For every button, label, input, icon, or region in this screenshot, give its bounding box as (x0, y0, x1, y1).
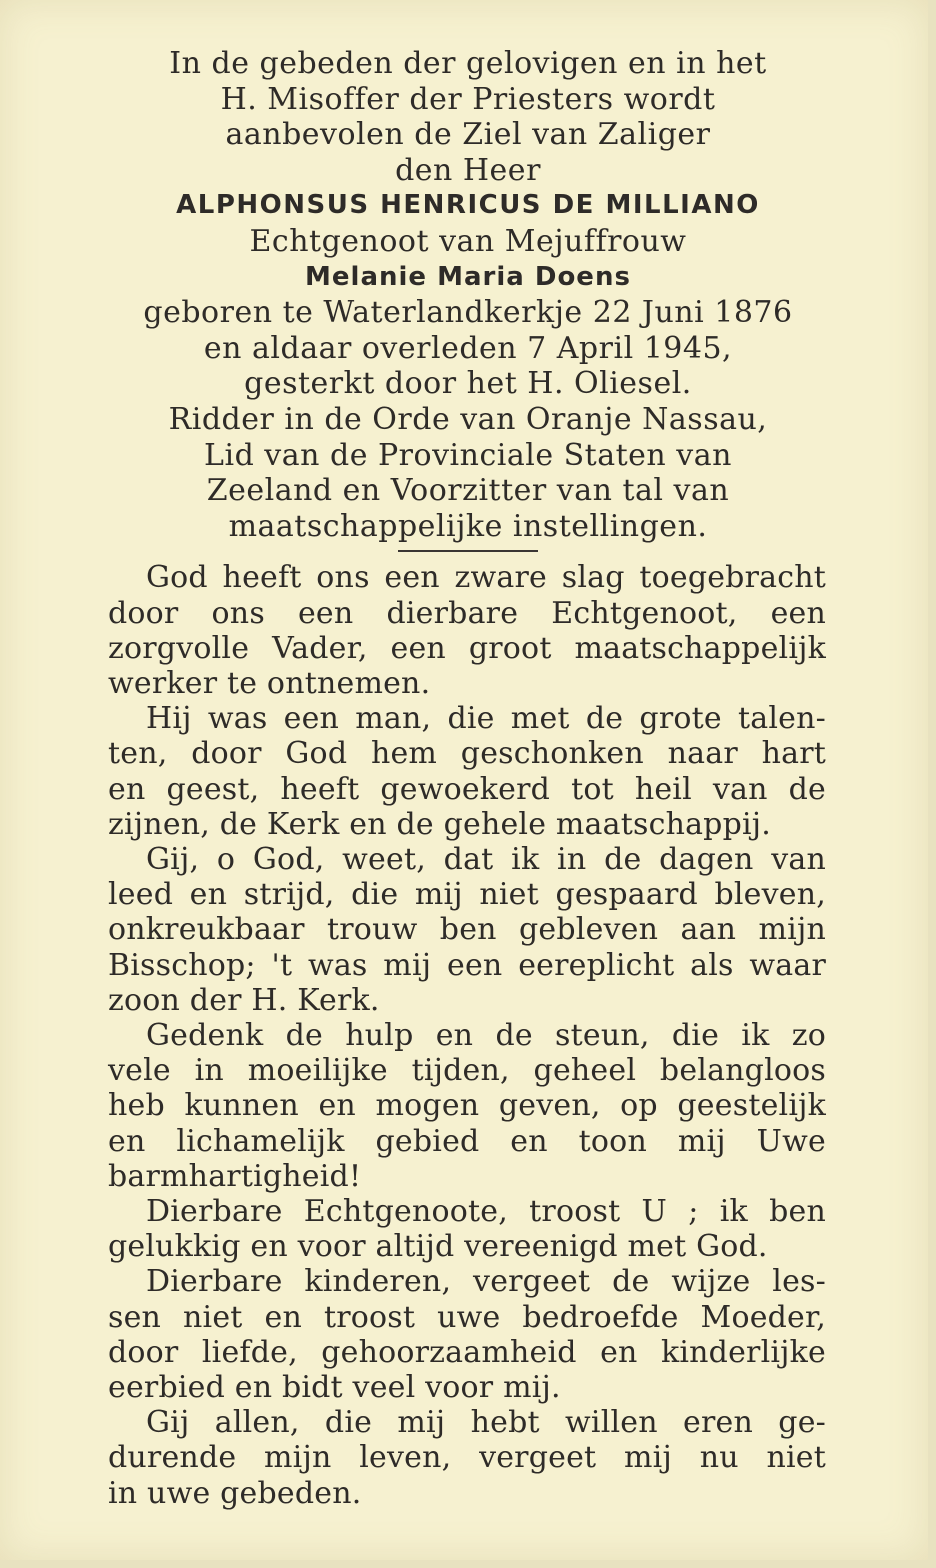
card-header (0, 46, 936, 544)
biography-line: Zeeland en Voorzitter van tal van (206, 473, 730, 509)
text-line: heb kunnen en mogen geven, op geestelijk (108, 1088, 826, 1124)
paragraph (108, 842, 826, 1018)
text-line: Bisschop; 't was mij een eereplicht als waar (108, 947, 826, 983)
text-line: Gij, o God, weet, dat ik in de dagen van (146, 841, 826, 877)
text-line: door liefde, gehoorzaamheid en kinderlijke (108, 1334, 826, 1370)
text-line: gelukkig en voor altijd vereenigd met God. (108, 1229, 768, 1265)
text-line: en lichamelijk gebied en toon mij Uwe (108, 1123, 826, 1159)
text-line: Gij allen, die mij hebt willen eren ge- (146, 1405, 826, 1441)
spouse-name: Melanie Maria Doens (305, 261, 631, 292)
text-line: durende mijn leven, vergeet mij nu niet (108, 1440, 826, 1476)
biography-line: en aldaar overleden 7 April 1945, (203, 330, 733, 366)
text-line: in uwe gebeden. (108, 1475, 362, 1511)
text-line: Gedenk de hulp en de steun, die ik zo (146, 1017, 826, 1053)
header-line: H. Misoffer der Priesters wordt (220, 81, 716, 117)
text-line: werker te ontnemen. (108, 665, 431, 701)
text-line: en geest, heeft gewoekerd tot heil van de (108, 771, 826, 807)
text-line: vele in moeilijke tijden, geheel belangloos (108, 1053, 826, 1089)
text-line: zijnen, de Kerk en de gehele maatschappij. (108, 806, 772, 842)
biography-line: gesterkt door het H. Oliesel. (244, 366, 692, 402)
text-line: God heeft ons een zware slag toegebracht (146, 560, 826, 596)
card-body (0, 560, 936, 1510)
header-line: aanbevolen de Ziel van Zaliger (225, 117, 711, 153)
text-line: ten, door God hem geschonken naar hart (108, 736, 826, 772)
header-line: den Heer (395, 152, 541, 188)
text-line: barmhartigheid! (108, 1158, 362, 1194)
biography-line: Ridder in de Orde van Oranje Nassau, (168, 401, 768, 437)
text-line: eerbied en bidt veel voor mij. (108, 1369, 561, 1405)
paragraph (108, 1405, 826, 1511)
biography-line: maatschappelijke instellingen. (228, 508, 708, 544)
text-line: door ons een dierbare Echtgenoot, een (108, 595, 826, 631)
text-line: Dierbare kinderen, vergeet de wijze les- (146, 1264, 826, 1300)
text-line: Dierbare Echtgenoote, troost U ; ik ben (146, 1193, 826, 1229)
text-line: zorgvolle Vader, een groot maatschappelijk (108, 630, 826, 666)
deceased-name: ALPHONSUS HENRICUS DE MILLIANO (176, 190, 760, 221)
divider-rule (398, 550, 538, 552)
spouse-intro: Echtgenoot van Mejuffrouw (249, 223, 687, 259)
text-line: onkreukbaar trouw ben gebleven aan mijn (108, 912, 826, 948)
biography-line: Lid van de Provinciale Staten van (204, 437, 732, 473)
text-line: sen niet en troost uwe bedroefde Moeder, (108, 1299, 826, 1335)
text-line: leed en strijd, die mij niet gespaard bleven, (108, 877, 826, 913)
header-line: In de gebeden der gelovigen en in het (169, 46, 767, 81)
paragraph (108, 701, 826, 842)
biography-line: geboren te Waterlandkerkje 22 Juni 1876 (143, 295, 793, 331)
paragraph (108, 1264, 826, 1405)
paragraph (108, 1018, 826, 1194)
text-line: zoon der H. Kerk. (108, 982, 380, 1018)
paragraph (108, 1194, 826, 1264)
text-line: Hij was een man, die met de grote talen- (146, 701, 826, 737)
paragraph (108, 560, 826, 701)
